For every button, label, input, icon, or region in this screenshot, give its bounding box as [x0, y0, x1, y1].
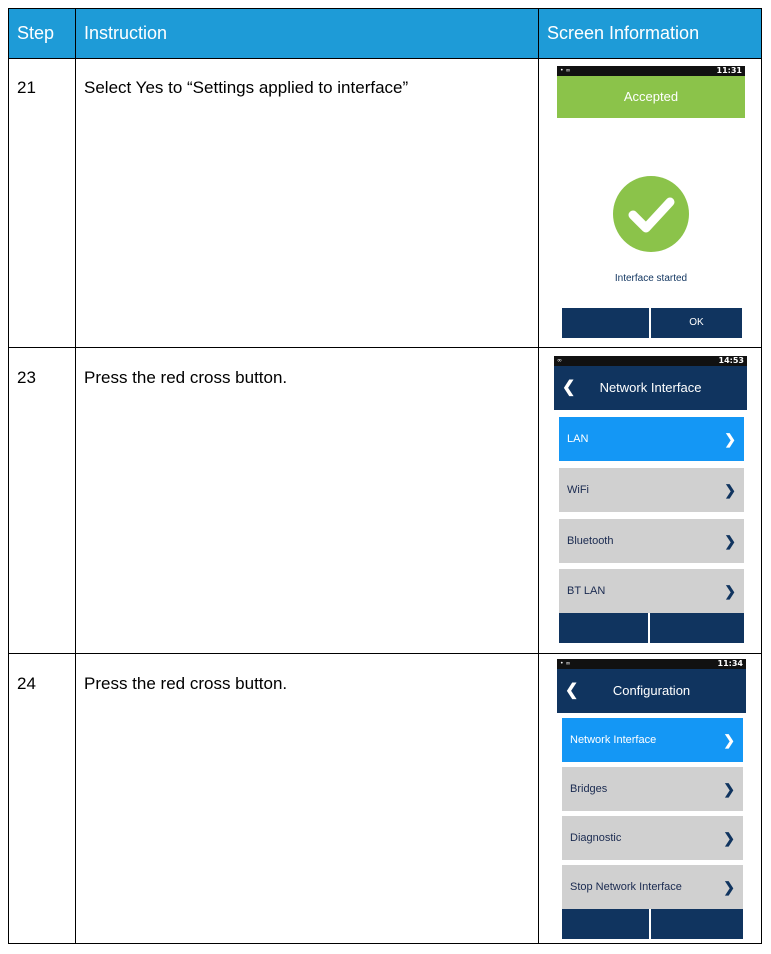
- chevron-right-icon: ❯: [723, 732, 735, 748]
- chevron-right-icon: ❯: [723, 781, 735, 797]
- step-number: 23: [17, 368, 36, 387]
- checkmark-circle-icon: [613, 176, 689, 252]
- screen-title: Configuration: [612, 683, 691, 698]
- chevron-right-icon: ❯: [723, 879, 735, 895]
- menu-item-label: BT LAN: [567, 585, 606, 597]
- step-number: 24: [17, 674, 36, 693]
- menu-item-label: Bridges: [570, 783, 608, 795]
- right-button[interactable]: [651, 909, 743, 939]
- status-icons: • ∞: [560, 67, 571, 74]
- left-button[interactable]: [562, 909, 649, 939]
- menu-item-label: Network Interface: [570, 734, 657, 746]
- status-bar: [554, 356, 747, 366]
- chevron-right-icon: ❯: [723, 830, 735, 846]
- instruction-table: [8, 8, 762, 944]
- menu-item-wifi[interactable]: [559, 468, 744, 512]
- nav-bar: [557, 669, 746, 713]
- chevron-left-icon[interactable]: ❮: [565, 682, 579, 699]
- table-row: [9, 58, 761, 348]
- menu-item-bt-lan[interactable]: [559, 569, 744, 613]
- header-step: Step: [17, 23, 55, 43]
- status-icons: • ∞: [560, 660, 571, 667]
- menu-item-label: Stop Network Interface: [570, 881, 682, 893]
- chevron-left-icon[interactable]: ❮: [562, 379, 576, 396]
- nav-bar: [554, 366, 747, 410]
- step-number: 21: [17, 78, 36, 97]
- menu-item-stop-network-interface[interactable]: [562, 865, 743, 909]
- chevron-right-icon: ❯: [724, 533, 736, 549]
- accepted-banner: Accepted: [557, 76, 745, 118]
- menu-item-diagnostic[interactable]: [562, 816, 743, 860]
- terminal-screen: [557, 659, 746, 939]
- chevron-right-icon: ❯: [724, 482, 736, 498]
- interface-started-text: Interface started: [614, 273, 688, 284]
- header-screen-information: Screen Information: [547, 23, 700, 43]
- button-bar: [562, 909, 743, 939]
- clock: 11:31: [716, 66, 742, 75]
- right-button[interactable]: [650, 613, 744, 643]
- menu-item-network-interface[interactable]: [562, 718, 743, 762]
- menu-item-label: Bluetooth: [567, 535, 614, 547]
- instruction-text: Press the red cross button.: [84, 368, 288, 387]
- screen-title: Network Interface: [599, 380, 702, 395]
- button-bar: [559, 613, 744, 643]
- status-bar: [557, 66, 745, 76]
- table-header: [9, 9, 761, 59]
- menu-item-bluetooth[interactable]: [559, 519, 744, 563]
- button-bar: [562, 308, 742, 338]
- clock: 11:34: [717, 659, 743, 668]
- ok-button[interactable]: OK: [651, 308, 742, 338]
- terminal-screen: [557, 66, 745, 342]
- menu-item-label: LAN: [567, 433, 589, 445]
- header-instruction: Instruction: [84, 23, 168, 43]
- table-row: [9, 348, 761, 654]
- instruction-text: Select Yes to “Settings applied to interface”: [84, 78, 409, 97]
- menu-item-label: Diagnostic: [570, 832, 622, 844]
- clock: 14:53: [718, 356, 744, 365]
- status-bar: [557, 659, 746, 669]
- left-button[interactable]: [562, 308, 649, 338]
- chevron-right-icon: ❯: [724, 583, 736, 599]
- chevron-right-icon: ❯: [724, 431, 736, 447]
- instruction-text: Press the red cross button.: [84, 674, 288, 693]
- terminal-screen: [554, 356, 747, 646]
- menu-item-label: WiFi: [567, 484, 589, 496]
- status-icons: ∞: [557, 357, 562, 364]
- menu-item-lan[interactable]: [559, 417, 744, 461]
- left-button[interactable]: [559, 613, 648, 643]
- table-row: [9, 654, 761, 943]
- menu-item-bridges[interactable]: [562, 767, 743, 811]
